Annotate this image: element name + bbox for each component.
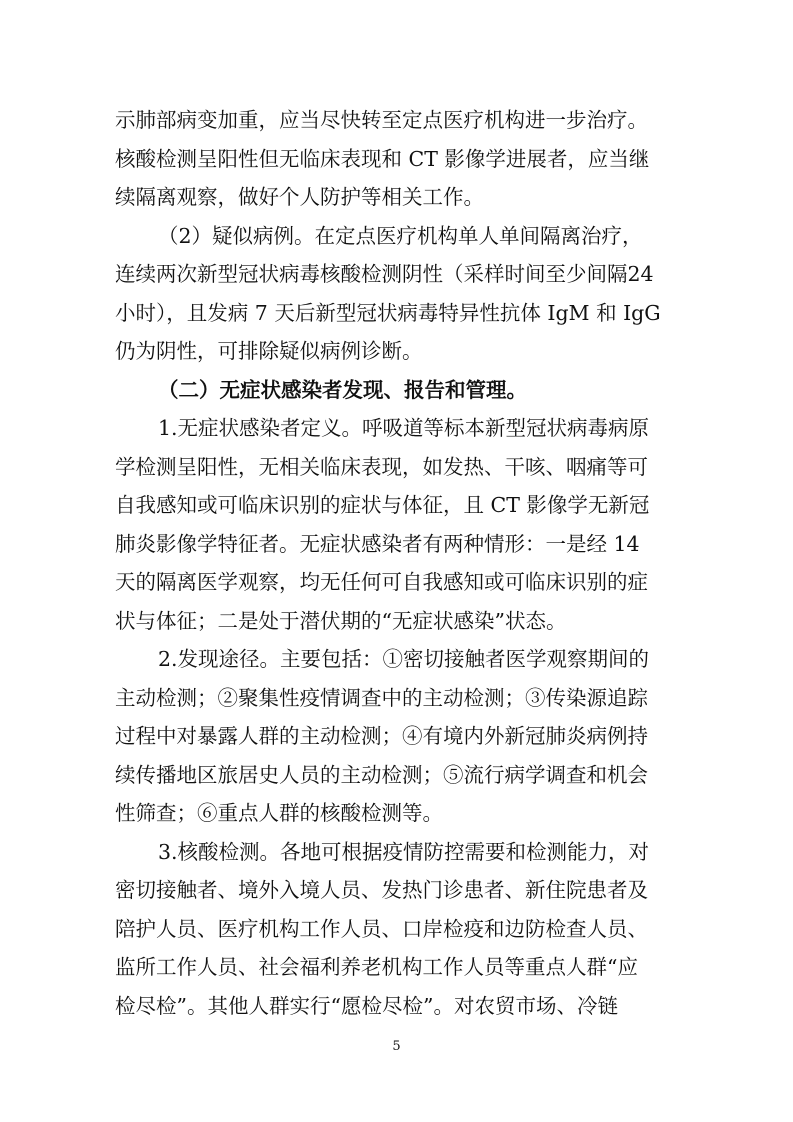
text-line-content: 3.核酸检测。各地可根据疫情防控需要和检测能力，对 bbox=[158, 839, 650, 864]
text-line-content: 续隔离观察，做好个人防护等相关工作。 bbox=[115, 185, 484, 209]
page-number: 5 bbox=[392, 1039, 401, 1054]
text-line-content: 主动检测；②聚集性疫情调查中的主动检测；③传染源追踪 bbox=[115, 685, 648, 710]
text-line bbox=[0, 447, 793, 487]
text-line-content: 肺炎影像学特征者。无症状感染者有两种情形：一是经 14 bbox=[115, 531, 640, 556]
text-line bbox=[0, 139, 793, 179]
text-line bbox=[0, 562, 793, 602]
text-line bbox=[0, 524, 793, 564]
text-line-content: 天的隔离医学观察，均无任何可自我感知或可临床识别的症 bbox=[115, 570, 648, 594]
text-line bbox=[0, 639, 793, 679]
text-line bbox=[0, 870, 793, 910]
text-line bbox=[0, 293, 793, 333]
text-line-content: 过程中对暴露人群的主动检测；④有境内外新冠肺炎病例持 bbox=[115, 724, 648, 748]
text-line-content: 监所工作人员、社会福利养老机构工作人员等重点人群“应 bbox=[115, 955, 638, 979]
text-line-content: 学检测呈阳性，无相关临床表现，如发热、干咳、咽痛等可 bbox=[115, 454, 648, 479]
section-heading-text: （二）无症状感染者发现、报告和管理。 bbox=[158, 377, 527, 402]
text-line-content: 检尽检”。其他人群实行“愿检尽检”。对农贸市场、冷链 bbox=[115, 993, 618, 1018]
text-line bbox=[0, 216, 793, 256]
text-line bbox=[0, 254, 793, 294]
text-line-content: 状与体征；二是处于潜伏期的“无症状感染”状态。 bbox=[115, 608, 567, 633]
text-line bbox=[0, 485, 793, 525]
text-line bbox=[0, 177, 793, 217]
text-line bbox=[0, 408, 793, 448]
text-line bbox=[0, 100, 793, 140]
text-line-content: 示肺部病变加重，应当尽快转至定点医疗机构进一步治疗。 bbox=[115, 108, 648, 132]
text-line bbox=[0, 986, 793, 1026]
text-line-content: 仍为阴性，可排除疑似病例诊断。 bbox=[115, 339, 423, 363]
text-line bbox=[0, 678, 793, 718]
text-line-content: 2.发现途径。主要包括：①密切接触者医学观察期间的 bbox=[158, 647, 650, 671]
text-line bbox=[0, 331, 793, 371]
text-line-content: （2）疑似病例。在定点医疗机构单人单间隔离治疗， bbox=[158, 223, 643, 248]
text-line-content: 小时），且发病 7 天后新型冠状病毒特异性抗体 IgM 和 IgG bbox=[115, 300, 661, 325]
text-line bbox=[0, 755, 793, 795]
text-line bbox=[0, 601, 793, 641]
text-line bbox=[0, 947, 793, 987]
text-line bbox=[0, 793, 793, 833]
text-line bbox=[0, 909, 793, 949]
section-heading bbox=[0, 370, 793, 410]
text-line-content: 1.无症状感染者定义。呼吸道等标本新型冠状病毒病原 bbox=[158, 416, 650, 440]
text-line-content: 密切接触者、境外入境人员、发热门诊患者、新住院患者及 bbox=[115, 878, 648, 902]
text-line-content: 性筛查；⑥重点人群的核酸检测等。 bbox=[115, 801, 443, 825]
text-line bbox=[0, 716, 793, 756]
text-line-content: 连续两次新型冠状病毒核酸检测阴性（采样时间至少间隔24 bbox=[115, 262, 654, 286]
text-line-content: 续传播地区旅居史人员的主动检测；⑤流行病学调查和机会 bbox=[115, 762, 648, 787]
text-line bbox=[0, 832, 793, 872]
text-line-content: 陪护人员、医疗机构工作人员、口岸检疫和边防检查人员、 bbox=[115, 916, 648, 941]
text-line-content: 自我感知或可临床识别的症状与体征，且 CT 影像学无新冠 bbox=[115, 493, 650, 517]
text-line-content: 核酸检测呈阳性但无临床表现和 CT 影像学进展者，应当继 bbox=[115, 146, 650, 171]
